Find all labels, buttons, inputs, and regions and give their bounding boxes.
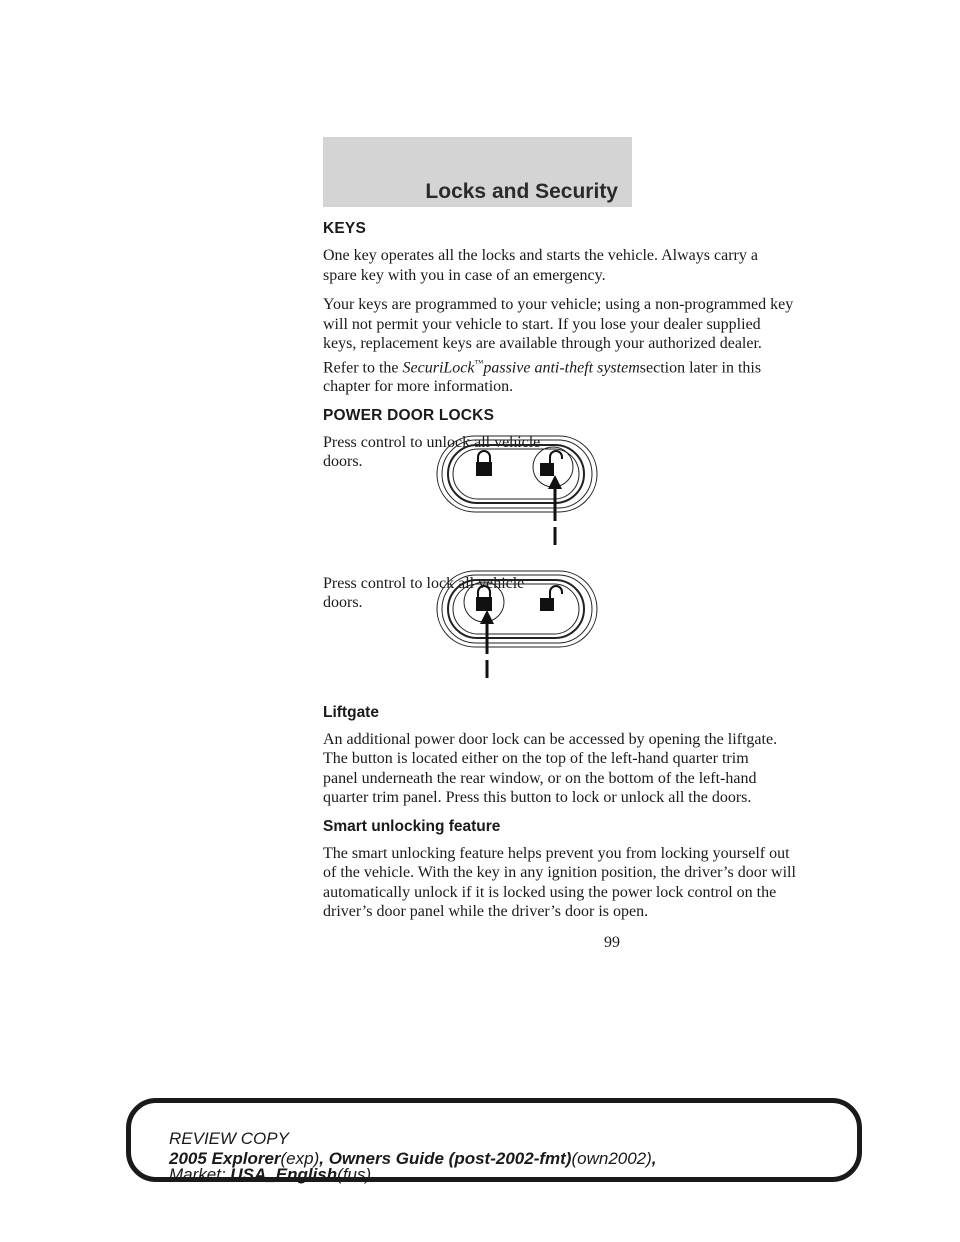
power-door-locks-heading: POWER DOOR LOCKS (323, 406, 495, 424)
lock-open-icon (540, 451, 562, 476)
smart-unlocking-heading: Smart unlocking feature (323, 817, 501, 835)
liftgate-paragraph: An additional power door lock can be accessed by opening the liftgate. The button is located either on the top of the left-hand quarter trim panel underneath the rear window, or on the bottom of the left-hand quarter trim panel. Press this button to lock or unlock all the doors. (323, 730, 778, 807)
lock-instruction: Press control to lock all vehicle doors. (323, 574, 525, 612)
page-section-title: Locks and Security (425, 180, 618, 203)
smart-unlocking-paragraph: The smart unlocking feature helps prevent you from locking yourself out of the vehicle. With the key in any ignition position, the driver’s door will automatically unlock if it is locked using the power lock control on the driver’s door panel while the driver’s door is open. (323, 844, 796, 921)
liftgate-heading: Liftgate (323, 703, 379, 721)
review-copy-footer (126, 1098, 862, 1182)
arrow-up-icon (548, 475, 562, 545)
unlock-control-diagram (434, 433, 600, 553)
lock-closed-icon (476, 586, 492, 611)
lock-open-icon (540, 586, 562, 611)
lock-row (323, 574, 643, 704)
page-number: 99 (604, 934, 620, 951)
lock-control-diagram (434, 568, 600, 688)
header-band (323, 137, 632, 207)
keys-paragraph-2: Your keys are programmed to your vehicle; using a non-programmed key will not permit your vehicle to start. If you lose your dealer supplied keys, replacement keys are available through your authorized dealer. Refer to the SecuriLock™passive anti-theft systemsection later in this chapter for more information. (323, 296, 794, 396)
main-content (323, 220, 796, 932)
review-model-line: 2005 Explorer(exp), Owners Guide (post-2002-fmt)(own2002), (169, 1149, 657, 1168)
review-copy-label: REVIEW COPY (169, 1129, 289, 1148)
keys-heading: KEYS (323, 220, 367, 237)
unlock-row (323, 433, 643, 574)
lock-closed-icon (476, 451, 492, 476)
arrow-up-icon (480, 610, 494, 678)
review-market-line: Market: USA_English(fus) (169, 1165, 372, 1184)
keys-paragraph-1: One key operates all the locks and starts the vehicle. Always carry a spare key with you in case of an emergency. (323, 247, 758, 284)
unlock-instruction: Press control to unlock all vehicle doors. (323, 433, 541, 471)
